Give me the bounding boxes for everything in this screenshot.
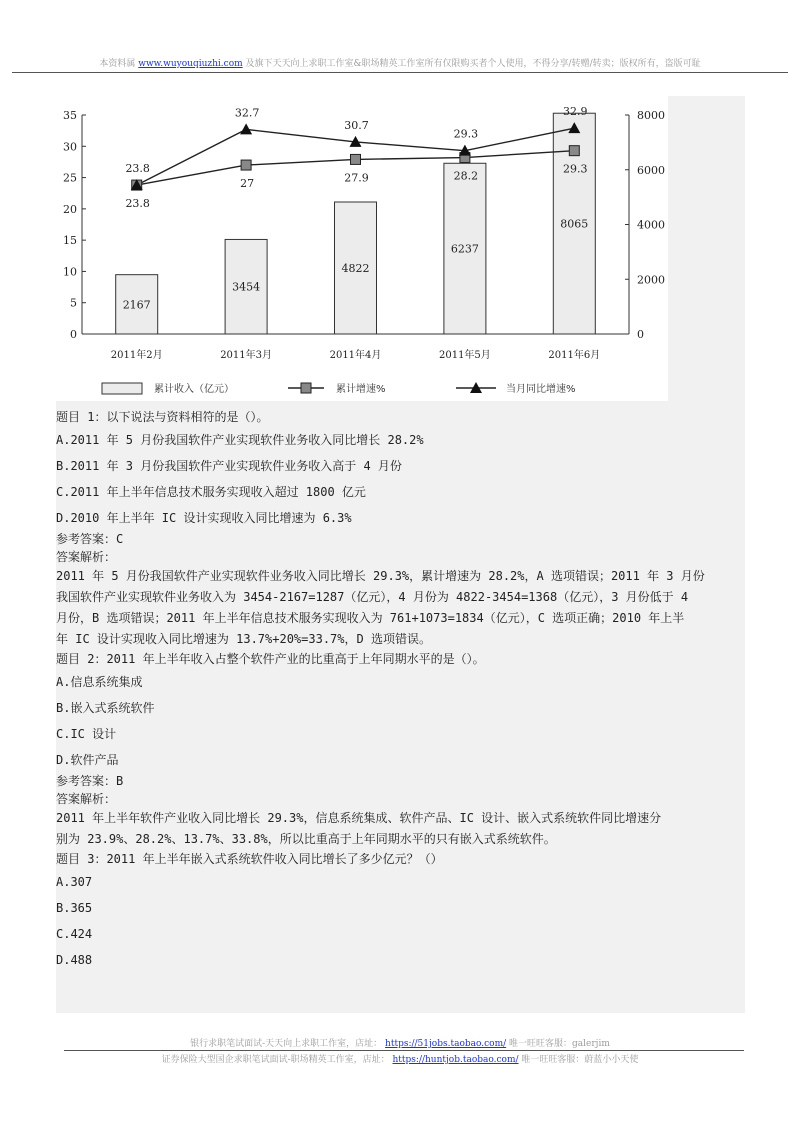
chart-figure <box>56 96 668 401</box>
q2-option-b: B.嵌入式系统软件 <box>56 701 155 715</box>
header-prefix: 本资料属 <box>99 59 136 69</box>
x-tick-label: 2011年3月 <box>220 350 273 361</box>
q1-analysis <box>56 566 745 650</box>
monthly-value-label: 29.3 <box>453 127 479 141</box>
footer-2-prefix: 证券保险大型国企求职笔试面试-职场精英工作室，店址： <box>161 1055 390 1065</box>
q2-option-c: C.IC 设计 <box>56 727 117 741</box>
left-tick-label: 15 <box>63 234 77 248</box>
left-tick-label: 10 <box>63 265 77 279</box>
q2-analysis-line: 别为 23.9%、28.2%、13.7%、33.8%，所以比重高于上年同期水平的只有嵌入式系统软件。 <box>56 832 556 846</box>
header-divider <box>12 72 788 73</box>
x-tick-label: 2011年5月 <box>438 350 491 361</box>
left-tick-label: 20 <box>63 202 77 216</box>
right-tick-label: 6000 <box>637 163 665 177</box>
footer-line-1 <box>0 1036 800 1049</box>
q1-analysis-line: 月份，B 选项错误；2011 年上半年信息技术服务实现收入为 761+1073=1834（亿元），C 选项正确；2010 年上半 <box>56 611 685 625</box>
bar-value-label: 3454 <box>232 280 261 294</box>
footer-2-suffix: 唯一旺旺客服：蔚蓝小小天使 <box>521 1055 639 1065</box>
cumulative-point <box>569 146 579 156</box>
x-tick-label: 2011年2月 <box>110 350 163 361</box>
left-tick-label: 0 <box>70 328 77 341</box>
q3-option-d: D.488 <box>56 953 93 967</box>
left-tick-label: 5 <box>70 296 77 310</box>
footer-2-link[interactable]: https://huntjob.taobao.com/ <box>392 1055 519 1065</box>
footer-1-link[interactable]: https://51jobs.taobao.com/ <box>385 1039 507 1049</box>
cumulative-value-label: 27.9 <box>344 171 369 185</box>
q2-analysis <box>56 808 745 850</box>
bar-value-label: 8065 <box>560 217 589 231</box>
monthly-value-label: 32.7 <box>234 106 260 120</box>
legend-cum-label: 累计增速% <box>336 384 386 395</box>
q1-option-c: C.2011 年上半年信息技术服务实现收入超过 1800 亿元 <box>56 485 366 499</box>
bar-value-label: 4822 <box>341 261 370 275</box>
footer-divider <box>64 1050 744 1051</box>
right-tick-label: 0 <box>637 328 644 341</box>
cumulative-value-label: 28.2 <box>453 169 479 183</box>
q2-option-d: D.软件产品 <box>56 753 119 767</box>
monthly-value-label: 30.7 <box>344 118 369 132</box>
footer-1-suffix: 唯一旺旺客服：galerjim <box>509 1039 610 1049</box>
q3-option-b: B.365 <box>56 901 93 915</box>
monthly-value-label: 32.9 <box>563 105 588 119</box>
q2-analysis-label: 答案解析： <box>56 792 117 806</box>
cumulative-value-label: 27 <box>240 177 255 191</box>
bar-value-label: 6237 <box>450 242 479 256</box>
page-header <box>0 56 800 69</box>
x-tick-label: 2011年4月 <box>329 350 382 361</box>
q2-option-a: A.信息系统集成 <box>56 675 143 689</box>
footer-1-prefix: 银行求职笔试面试-天天向上求职工作室，店址： <box>190 1039 383 1049</box>
left-tick-label: 35 <box>63 109 77 122</box>
q3-stem: 题目 3：2011 年上半年嵌入式系统软件收入同比增长了多少亿元？（） <box>56 852 443 866</box>
footer-line-2 <box>0 1052 800 1065</box>
x-tick-label: 2011年6月 <box>548 350 601 361</box>
q1-analysis-line: 我国软件产业实现软件业务收入为 3454-2167=1287（亿元），4 月份为 4822-3454=1368（亿元），3 月份低于 4 <box>56 590 689 604</box>
question-text <box>56 408 745 972</box>
document-body <box>56 96 745 1013</box>
q2-answer: 参考答案：B <box>56 774 124 788</box>
legend-mon-label: 当月同比增速% <box>506 384 576 395</box>
q1-analysis-label: 答案解析： <box>56 550 117 564</box>
left-tick-label: 25 <box>63 171 77 185</box>
right-tick-label: 8000 <box>637 109 665 122</box>
right-tick-label: 2000 <box>637 273 665 287</box>
cumulative-point <box>241 160 251 170</box>
left-tick-label: 30 <box>63 140 77 154</box>
cumulative-value-label: 29.3 <box>563 162 588 176</box>
header-link[interactable]: www.wuyouqiuzhi.com <box>138 59 243 69</box>
cumulative-value-label: 23.8 <box>125 197 150 211</box>
q1-analysis-line: 2011 年 5 月份我国软件产业实现软件业务收入同比增长 29.3%，累计增速为 28.2%，A 选项错误；2011 年 3 月份 <box>56 569 705 583</box>
right-tick-label: 4000 <box>637 218 665 232</box>
legend-bar-swatch <box>102 383 142 394</box>
header-suffix: 及旗下天天向上求职工作室&职场精英工作室所有仅限购买者个人使用，不得分享/转赠/转卖；版权所有，盗版可耻 <box>245 59 701 69</box>
q1-analysis-line: 年 IC 设计实现收入同比增速为 13.7%+20%=33.7%，D 选项错误。 <box>56 632 431 646</box>
q2-stem: 题目 2：2011 年上半年收入占整个软件产业的比重高于上年同期水平的是（）。 <box>56 652 485 666</box>
legend-bar-label: 累计收入（亿元） <box>154 384 234 395</box>
bar-value-label: 2167 <box>122 298 151 312</box>
q1-option-a: A.2011 年 5 月份我国软件产业实现软件业务收入同比增长 28.2% <box>56 433 424 447</box>
monthly-point <box>240 123 252 134</box>
q2-analysis-line: 2011 年上半年软件产业收入同比增长 29.3%，信息系统集成、软件产品、IC 设计、嵌入式系统软件同比增速分 <box>56 811 662 825</box>
legend-cum-marker <box>301 383 311 393</box>
q1-option-d: D.2010 年上半年 IC 设计实现收入同比增速为 6.3% <box>56 511 352 525</box>
chart-svg <box>56 96 668 401</box>
q3-option-c: C.424 <box>56 927 93 941</box>
q1-answer: 参考答案：C <box>56 532 124 546</box>
monthly-value-label: 23.8 <box>125 162 150 176</box>
q1-option-b: B.2011 年 3 月份我国软件产业实现软件业务收入高于 4 月份 <box>56 459 402 473</box>
q1-stem: 题目 1：以下说法与资料相符的是（）。 <box>56 410 269 424</box>
cumulative-point <box>351 154 361 164</box>
q3-option-a: A.307 <box>56 875 93 889</box>
